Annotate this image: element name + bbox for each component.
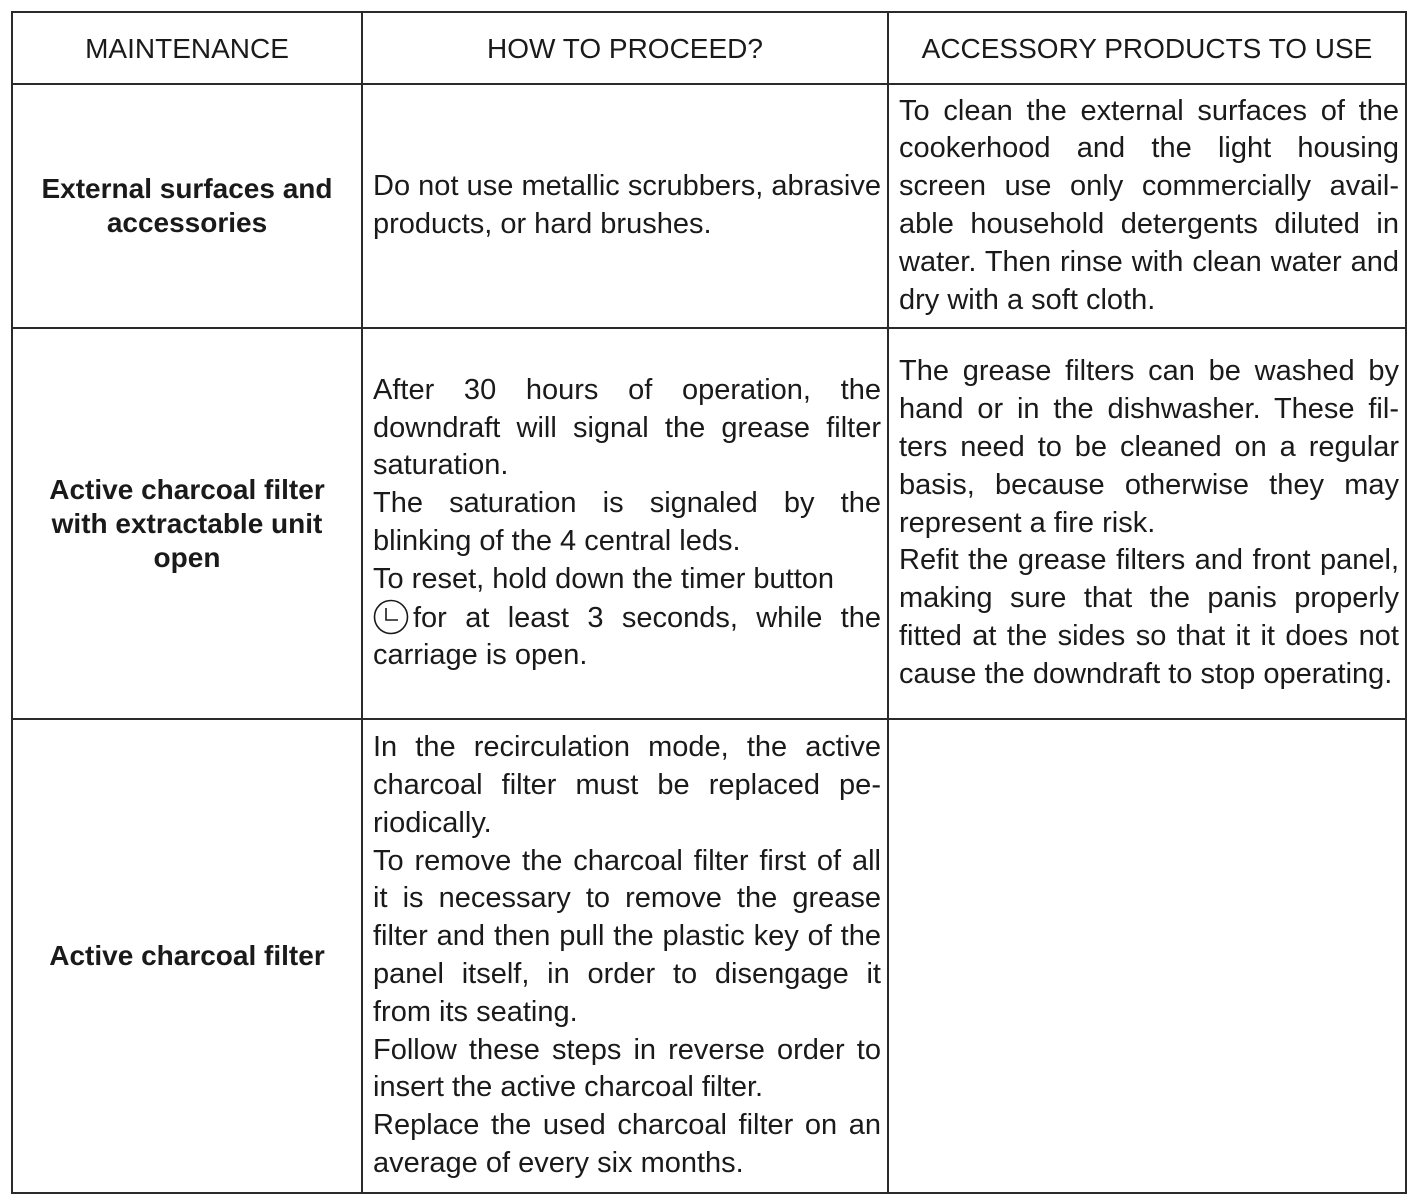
table-row	[12, 328, 1406, 719]
how-text: In the recirculation mode, the active charcoal filter must be replaced periodically.	[373, 731, 881, 839]
accessory-text: The grease filters can be washed by hand or in the dishwasher. These filters need to be cleaned on a regular basis, because otherwise they may represent a fire risk.	[899, 355, 1399, 539]
accessory-text: To clean the external surfaces of the cookerhood and the light housing screen use only commercially available household detergents diluted in water. Then rinse with clean water and dry with a soft cloth.	[899, 94, 1399, 316]
how-text: for at least 3 seconds, while the carriage is open.	[373, 601, 881, 672]
accessory-text: Refit the grease filters and front panel, making sure that the panis properly fitted at the sides so that it it does not cause the downdraft to stop operating.	[899, 544, 1399, 690]
how-cell-external	[362, 84, 888, 328]
maintenance-label-external: External surfaces and accessories	[12, 84, 362, 328]
header-how-to-proceed: HOW TO PROCEED?	[362, 12, 888, 84]
how-cell-extractable	[362, 328, 888, 719]
header-accessory-products: ACCESSORY PRODUCTS TO USE	[888, 12, 1406, 84]
how-text: Do not use metallic scrubbers, abrasive products, or hard brushes.	[373, 170, 881, 240]
how-text: To remove the charcoal filter first of all it is necessary to remove the grease filter and then pull the plastic key of the panel itself, in order to disengage it from its seating.	[373, 844, 881, 1028]
table-row	[12, 84, 1406, 328]
maintenance-table	[11, 11, 1407, 1194]
maintenance-label-charcoal: Active charcoal filter	[12, 719, 362, 1193]
timer-icon	[373, 599, 409, 635]
how-text: The saturation is signaled by the blinking of the 4 central leds.	[373, 487, 881, 557]
accessory-cell-charcoal	[888, 719, 1406, 1193]
how-text: After 30 hours of operation, the downdraft will signal the grease filter saturation.	[373, 373, 881, 482]
header-maintenance: MAINTENANCE	[12, 12, 362, 84]
accessory-cell-extractable	[888, 328, 1406, 719]
how-text-with-icon	[373, 599, 881, 676]
maintenance-label-extractable: Active charcoal filter with extractable unit open	[12, 328, 362, 719]
table-row	[12, 719, 1406, 1193]
how-cell-charcoal	[362, 719, 888, 1193]
how-text: Follow these steps in reverse order to insert the active charcoal filter.	[373, 1033, 881, 1104]
how-text: To reset, hold down the timer button	[373, 562, 835, 595]
accessory-cell-external	[888, 84, 1406, 328]
how-text: Replace the used charcoal filter on an average of every six months.	[373, 1109, 881, 1179]
header-row	[12, 12, 1406, 84]
